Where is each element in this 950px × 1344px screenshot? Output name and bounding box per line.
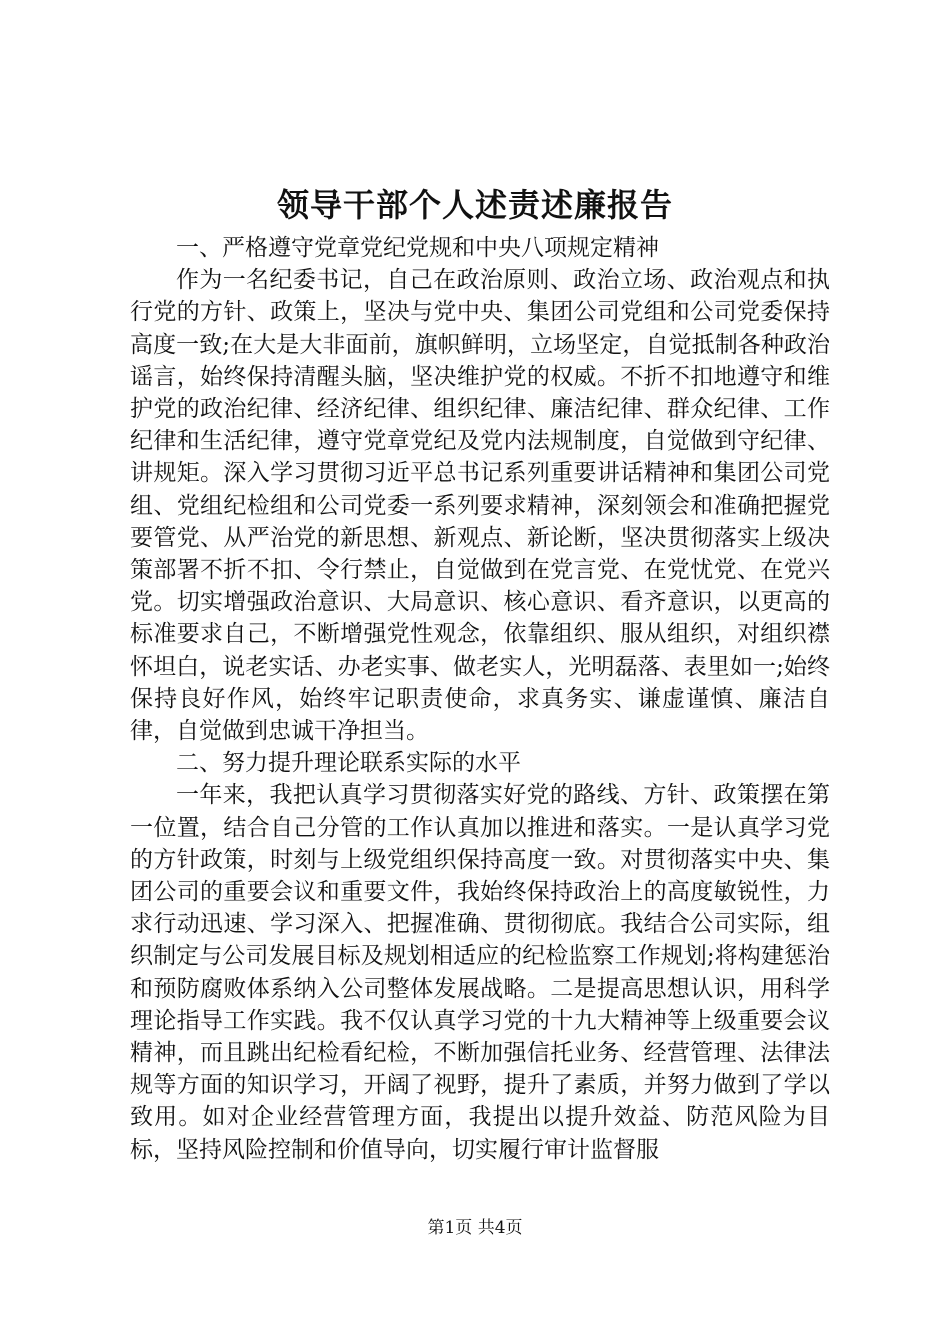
paragraph-1: 作为一名纪委书记，自己在政治原则、政治立场、政治观点和执行党的方针、政策上，坚决与党中央、集团公司党组和公司党委保持高度一致;在大是大非面前，旗帜鲜明，立场坚定，自觉抵制各种政治谣言，始终保持清醒头脑，坚决维护党的权威。不折不扣地遵守和维护党的政治纪律、经济纪律、组织纪律、廉洁纪律、群众纪律、工作纪律和生活纪律，遵守党章党纪及党内法规制度，自觉做到守纪律、讲规矩。深入学习贯彻习近平总书记系列重要讲话精神和集团公司党组、党组纪检组和公司党委一系列要求精神，深刻领会和准确把握党要管党、从严治党的新思想、新观点、新论断，坚决贯彻落实上级决策部署不折不扣、令行禁止，自觉做到在党言党、在党忧党、在党兴党。切实增强政治意识、大局意识、核心意识、看齐意识，以更高的标准要求自己，不断增强党性观念，依靠组织、服从组织，对组织襟怀坦白，说老实话、办老实事、做老实人，光明磊落、表里如一;始终保持良好作风，始终牢记职责使命，求真务实、谦虚谨慎、廉洁自律，自觉做到忠诚干净担当。 bbox=[130, 267, 830, 745]
section-heading-2: 二、努力提升理论联系实际的水平 bbox=[176, 750, 521, 777]
paragraph-2: 一年来，我把认真学习贯彻落实好党的路线、方针、政策摆在第一位置，结合自己分管的工作认真加以推进和落实。一是认真学习党的方针政策，时刻与上级党组织保持高度一致。对贯彻落实中央、集团公司的重要会议和重要文件，我始终保持政治上的高度敏锐性，力求行动迅速、学习深入、把握准确、贯彻彻底。我结合公司实际，组织制定与公司发展目标及规划相适应的纪检监察工作规划;将构建惩治和预防腐败体系纳入公司整体发展战略。二是提高思想认识，用科学理论指导工作实践。我不仅认真学习党的十九大精神等上级重要会议精神，而且跳出纪检看纪检，不断加强信托业务、经营管理、法律法规等方面的知识学习，开阔了视野，提升了素质，并努力做到了学以致用。如对企业经营管理方面，我提出以提升效益、防范风险为目标，坚持风险控制和价值导向，切实履行审计监督服 bbox=[130, 782, 830, 1163]
page-number-footer: 第1页 共4页 bbox=[427, 1218, 523, 1238]
section-heading-1: 一、严格遵守党章党纪党规和中央八项规定精神 bbox=[176, 235, 659, 261]
document-body bbox=[130, 232, 830, 1166]
document-title: 领导干部个人述责述廉报告 bbox=[276, 186, 673, 224]
